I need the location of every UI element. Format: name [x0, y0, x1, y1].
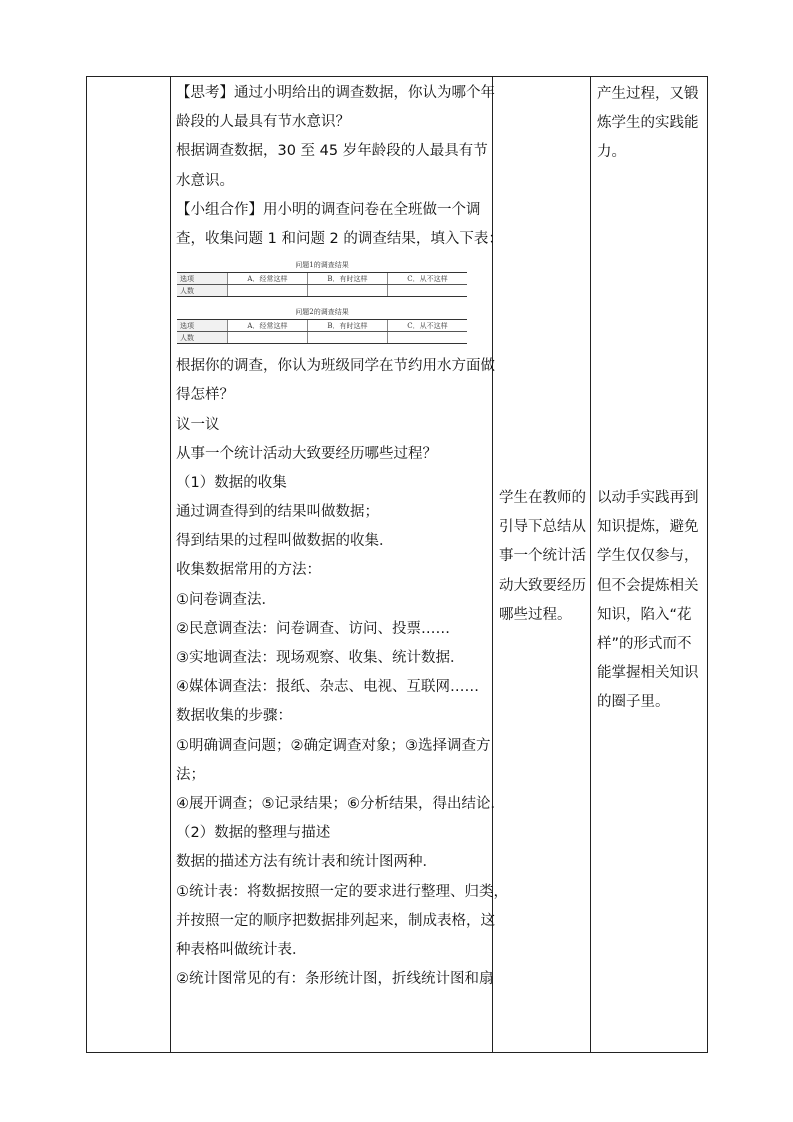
purpose-line: 知识，陷入“花: [597, 606, 692, 623]
content-line: 【小组合作】用小明的调查问卷在全班做一个调: [176, 201, 481, 218]
content-line: ④展开调查；⑤记录结果；⑥分析结果，得出结论．: [176, 795, 505, 812]
content-line: （2）数据的整理与描述: [176, 825, 331, 842]
survey-table-title: 问题1的调查结果: [295, 261, 349, 270]
purpose-line: 能掌握相关知识: [597, 665, 699, 682]
content-line: 收集数据常用的方法：: [176, 562, 321, 579]
content-line: 种表格叫做统计表．: [176, 941, 307, 958]
content-line: （1）数据的收集: [176, 474, 287, 491]
survey-result-table: [176, 258, 468, 297]
content-line: ②统计图常见的有：条形统计图，折线统计图和扇: [176, 971, 494, 988]
survey-empty-cell: [228, 285, 308, 297]
student-activity-line: 动大致要经历: [499, 577, 586, 594]
survey-tables: [176, 258, 491, 344]
content-line: 查，收集问题 1 和问题 2 的调查结果，填入下表：: [176, 230, 503, 247]
survey-table-title: 问题2的调查结果: [295, 308, 349, 317]
student-activity-line: 学生在教师的: [499, 490, 586, 506]
survey-row-label: 人数: [177, 285, 228, 297]
content-line: 议一议: [176, 416, 220, 433]
survey-header-cell: 选项: [177, 273, 228, 285]
student-activity-line: 哪些过程。: [499, 606, 572, 623]
content-line: 法；: [176, 766, 205, 783]
purpose-text-top: [597, 80, 699, 168]
content-line: 水意识。: [176, 172, 234, 189]
survey-header-cell: 选项: [177, 320, 228, 332]
survey-empty-cell: [387, 332, 467, 344]
content-block-before: [176, 79, 503, 254]
purpose-line: 炼学生的实践能: [597, 115, 699, 132]
survey-empty-cell: [307, 332, 387, 344]
content-line: 龄段的人最具有节水意识？: [176, 114, 350, 131]
content-line: 数据收集的步骤：: [176, 708, 292, 725]
purpose-line: 学生仅仅参与，: [597, 548, 699, 565]
content-line: 得怎样？: [176, 387, 234, 404]
content-line: ④媒体调查法：报纸、杂志、电视、互联网……: [176, 679, 479, 696]
survey-row-label: 人数: [177, 332, 228, 344]
lesson-plan-table: [86, 76, 708, 1053]
content-line: ①明确调查问题；②确定调查对象；③选择调查方: [176, 737, 491, 754]
content-line: 根据你的调查，你认为班级同学在节约用水方面做: [176, 358, 495, 375]
student-activity-line: 事一个统计活: [499, 548, 586, 565]
content-line: ①统计表：将数据按照一定的要求进行整理、归类，: [176, 883, 508, 900]
survey-empty-cell: [228, 332, 308, 344]
content-block-after: [176, 352, 508, 994]
student-activity-column: [497, 484, 591, 630]
survey-header-cell: C．从不这样: [387, 273, 467, 285]
content-line: 从事一个统计活动大致要经历哪些过程？: [176, 445, 437, 462]
content-line: ②民意调查法：问卷调查、访问、投票……: [176, 620, 450, 637]
student-activity-line: 引导下总结从: [499, 519, 586, 536]
content-line: 得到结果的过程叫做数据的收集．: [176, 533, 394, 550]
content-line: 通过调查得到的结果叫做数据；: [176, 504, 379, 521]
purpose-line: 以动手实践再到: [597, 490, 699, 506]
survey-header-cell: B．有时这样: [307, 273, 387, 285]
purpose-line: 的圈子里。: [597, 694, 670, 711]
content-line: 并按照一定的顺序把数据排列起来，制成表格，这: [176, 912, 495, 929]
survey-empty-cell: [307, 285, 387, 297]
survey-header-cell: C．从不这样: [387, 320, 467, 332]
survey-header-cell: A．经常这样: [228, 273, 308, 285]
content-line: 根据调查数据，30 至 45 岁年龄段的人最具有节: [176, 143, 488, 160]
purpose-text-mid: [597, 484, 699, 718]
purpose-line: 力。: [597, 144, 626, 161]
content-line: 【思考】通过小明给出的调查数据，你认为哪个年: [176, 85, 495, 101]
survey-empty-cell: [387, 285, 467, 297]
purpose-line: 产生过程，又锻: [597, 86, 699, 102]
content-line: ③实地调查法：现场观察、收集、统计数据．: [176, 650, 465, 666]
survey-result-table: [176, 305, 468, 344]
column-divider: [492, 77, 493, 1052]
content-line: 数据的描述方法有统计表和统计图两种．: [176, 854, 437, 871]
survey-header-cell: A．经常这样: [228, 320, 308, 332]
purpose-line: 知识提炼，避免: [597, 519, 699, 536]
content-line: ①问卷调查法．: [176, 591, 276, 608]
survey-header-cell: B．有时这样: [307, 320, 387, 332]
purpose-line: 但不会提炼相关: [597, 577, 699, 594]
teaching-content-column: [171, 77, 508, 994]
purpose-line: 样”的形式而不: [597, 635, 692, 652]
